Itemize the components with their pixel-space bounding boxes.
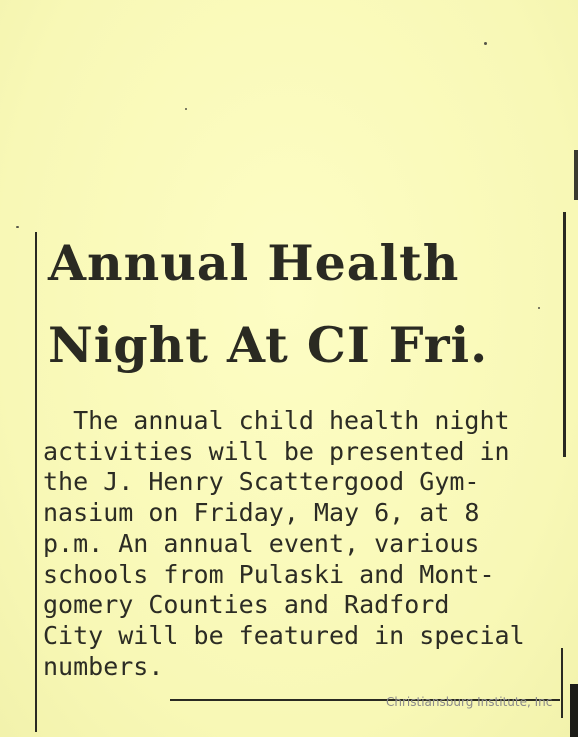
body-line: activities will be presented in (43, 436, 510, 466)
edge-shadow-bottom (570, 684, 578, 737)
column-rule-right (563, 212, 566, 457)
ink-speck (16, 226, 19, 228)
body-line: the J. Henry Scattergood Gym- (43, 467, 480, 497)
headline (48, 222, 488, 386)
ink-speck (484, 42, 487, 45)
body-line: p.m. An annual event, various (43, 528, 480, 558)
headline-line-2: Night At CI Fri. (48, 316, 489, 374)
watermark: Christiansburg Institute, Inc (386, 695, 553, 709)
edge-shadow (574, 150, 578, 200)
column-rule-left (35, 232, 37, 732)
body-line: numbers. (43, 651, 164, 681)
ink-speck (538, 307, 540, 309)
article-body (43, 406, 563, 682)
body-line: The annual child health night (43, 406, 510, 435)
body-line: nasium on Friday, May 6, at 8 (43, 498, 480, 528)
ink-speck (185, 108, 187, 110)
body-line: schools from Pulaski and Mont- (43, 559, 495, 589)
headline-line-1: Annual Health (48, 234, 460, 292)
body-line: gomery Counties and Radford (43, 590, 450, 620)
body-line: City will be featured in special (43, 620, 525, 650)
